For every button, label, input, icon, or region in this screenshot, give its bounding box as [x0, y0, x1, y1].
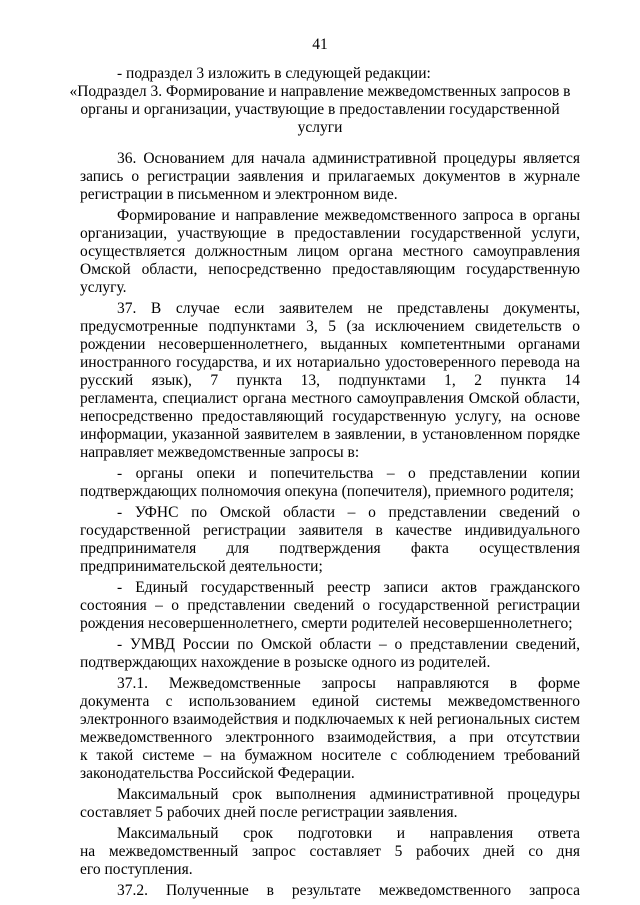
- text-line: составляет 5 рабочих дней после регистрации заявления.: [80, 804, 458, 821]
- text-line: документа с использованием единой системы межведомственного: [80, 693, 580, 710]
- text-line: русский язык), 7 пункта 13, подпунктами 1, 2 пункта 14: [80, 372, 580, 389]
- text-line: Омской области, непосредственно предоставляющим государственную: [80, 261, 580, 278]
- text-line: услугу.: [80, 279, 127, 296]
- text-line: 37.1. Межведомственные запросы направляются в форме: [117, 675, 580, 692]
- text-line: его поступления.: [80, 861, 193, 878]
- text-line: осуществляется должностным лицом органа местного самоуправления: [80, 243, 580, 260]
- text-line: организации, участвующие в предоставлении государственной услуги,: [80, 225, 580, 242]
- text-line: подтверждающих нахождение в розыске одного из родителей.: [80, 654, 491, 671]
- text-line: информации, указанной заявителем в заявлении, в установленном порядке: [80, 426, 580, 443]
- text-line: - УМВД России по Омской области – о представлении сведений,: [117, 636, 580, 653]
- text-line: иностранного государства, и их нотариально удостоверенного перевода на: [80, 354, 580, 371]
- page-number: 41: [312, 36, 328, 53]
- text-line: направляет межведомственные запросы в:: [80, 444, 360, 461]
- text-line: предпринимательской деятельности;: [80, 558, 323, 575]
- text-line: законодательства Российской Федерации.: [80, 765, 355, 782]
- text-line: регламента, специалист органа местного самоуправления Омской области,: [80, 390, 580, 407]
- section-heading-line: органы и организации, участвующие в предоставлении государственной: [80, 101, 560, 118]
- text-line: подтверждающих полномочия опекуна (попечителя), приемного родителя;: [80, 483, 574, 500]
- text-line: 37.2. Полученные в результате межведомственного запроса: [117, 882, 580, 899]
- text-line: - подраздел 3 изложить в следующей редакции:: [117, 65, 431, 82]
- text-line: электронного взаимодействия и подключаемых к ней региональных систем: [80, 711, 580, 728]
- text-line: - Единый государственный реестр записи актов гражданского: [117, 579, 580, 596]
- text-line: 37. В случае если заявителем не представлены документы,: [117, 300, 580, 317]
- text-line: Формирование и направление межведомственного запроса в органы: [117, 207, 580, 224]
- text-line: предпринимателя для подтверждения факта осуществления: [80, 540, 580, 557]
- text-line: на межведомственный запрос составляет 5 рабочих дней со дня: [80, 843, 580, 860]
- text-line: межведомственного электронного взаимодействия, а при отсутствии: [80, 729, 580, 746]
- text-line: непосредственно предоставляющий государственную услугу, на основе: [80, 408, 580, 425]
- text-line: 36. Основанием для начала административной процедуры является: [117, 150, 580, 167]
- text-line: предусмотренные подпунктами 3, 5 (за исключением свидетельств о: [80, 318, 580, 335]
- section-heading-line: «Подраздел 3. Формирование и направление межведомственных запросов в: [69, 83, 571, 100]
- text-line: Максимальный срок подготовки и направления ответа: [117, 825, 580, 842]
- text-line: Максимальный срок выполнения административной процедуры: [117, 786, 580, 803]
- text-line: государственной регистрации заявителя в качестве индивидуального: [80, 522, 580, 539]
- text-line: рождении несовершеннолетнего, выданных компетентными органами: [80, 336, 580, 353]
- section-heading-line: услуги: [297, 119, 343, 136]
- text-line: запись о регистрации заявления и прилагаемых документов в журнале: [80, 168, 580, 185]
- text-line: к такой системе – на бумажном носителе с соблюдением требований: [80, 747, 580, 764]
- text-line: рождения несовершеннолетнего, смерти родителей несовершеннолетнего;: [80, 615, 573, 632]
- text-line: состояния – о представлении сведений о государственной регистрации: [80, 597, 580, 614]
- text-line: регистрации в письменном и электронном виде.: [80, 186, 398, 203]
- text-line: - органы опеки и попечительства – о представлении копии: [117, 465, 580, 482]
- text-line: - УФНС по Омской области – о представлении сведений о: [117, 504, 580, 521]
